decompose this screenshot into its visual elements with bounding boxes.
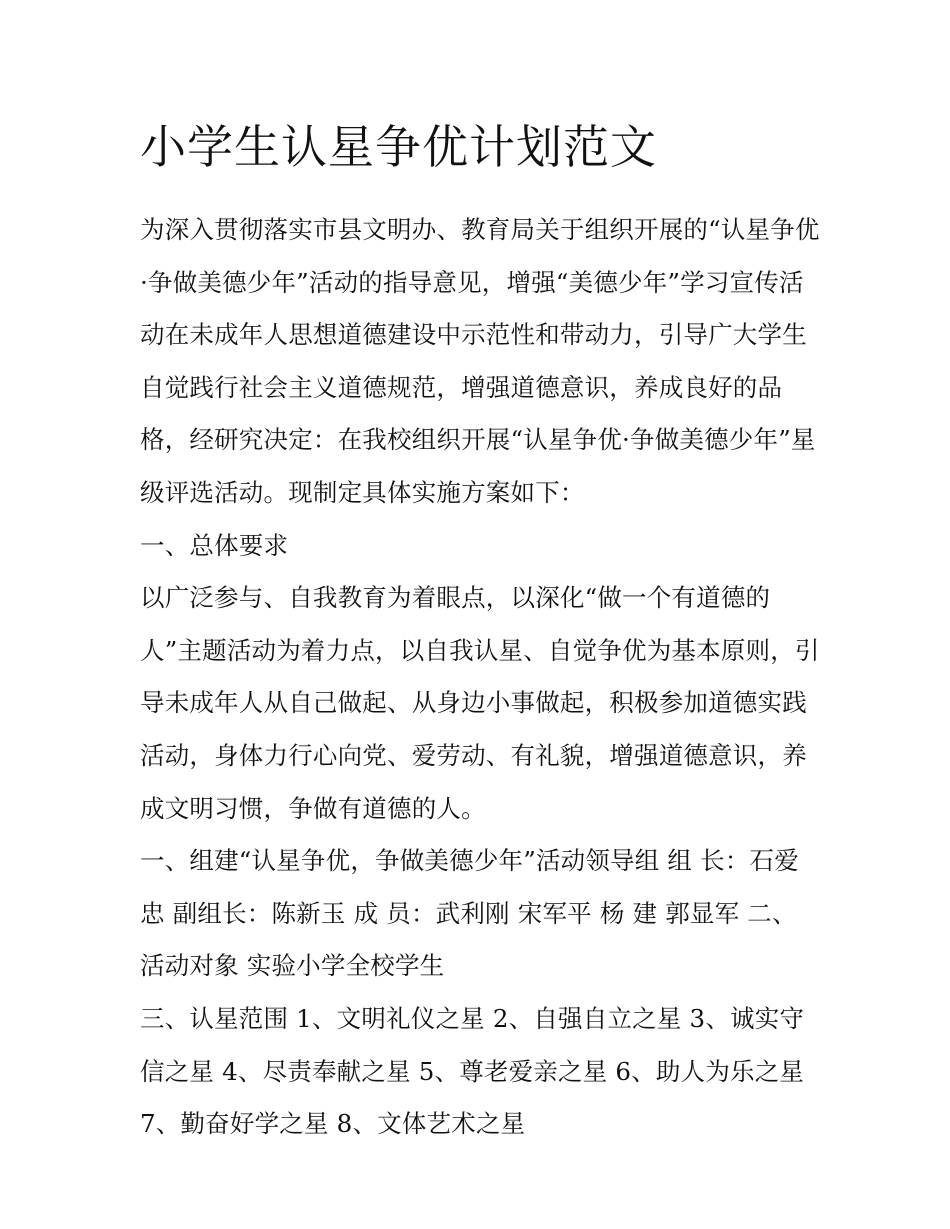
heading-general-requirements: 一、总体要求 — [140, 530, 289, 560]
paragraph-intro: 为深入贯彻落实市县文明办、教育局关于组织开展的“认星争优·争做美德少年”活动的指导意见，增强“美德少年”学习宣传活动在未成年人思想道德建设中示范性和带动力，引导广大学生自觉践行社会主义道德规范，增强道德意识，养成良好的品格，经研究决定：在我校组织开展“认星争优·争做美德少年”星级评选活动。现制定具体实施方案如下： — [140, 215, 820, 507]
document-title: 小学生认星争优计划范文 — [140, 120, 657, 174]
document-body — [140, 112, 820, 1151]
paragraph-star-categories: 三、认星范围 1、文明礼仪之星 2、自强自立之星 3、诚实守信之星 4、尽责奉献之星 5、尊老爱亲之星 6、助人为乐之星 7、勤奋好学之星 8、文体艺术之星 — [140, 1003, 805, 1139]
paragraph-general-requirements: 以广泛参与、自我教育为着眼点，以深化“做一个有道德的人”主题活动为着力点，以自我认星、自觉争优为基本原则，引导未成年人从自己做起、从身边小事做起，积极参加道德实践活动，身体力行心向党、爱劳动、有礼貌，增强道德意识，养成文明习惯，争做有道德的人。 — [140, 583, 820, 823]
paragraph-leadership-group: 一、组建“认星争优，争做美德少年”活动领导组 组 长：石爱忠 副组长：陈新玉 成 员：武利刚 宋军平 杨 建 郭显军 二、活动对象 实验小学全校学生 — [140, 846, 799, 981]
